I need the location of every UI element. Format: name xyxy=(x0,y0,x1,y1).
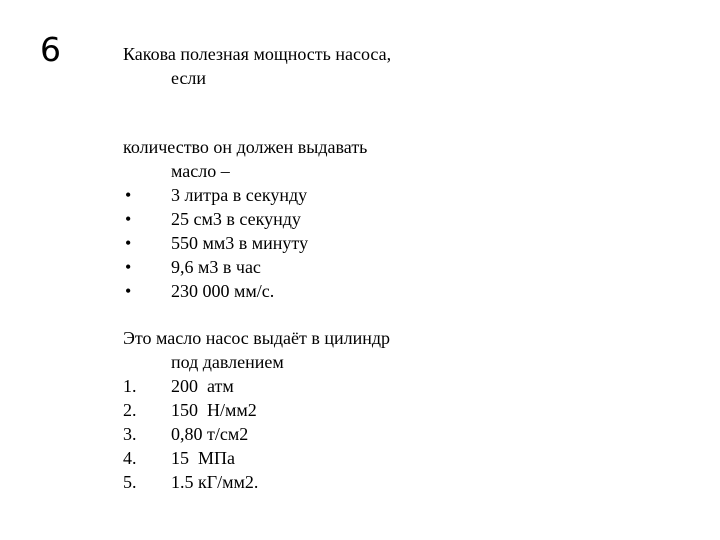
question-line-2: если xyxy=(171,67,207,88)
pressure-line-1: Это масло насос выдаёт в цилиндр xyxy=(123,328,391,348)
number-marker: 2. xyxy=(123,400,137,420)
oil-flow-option: 3 литра в секунду xyxy=(171,185,308,205)
pressure-line-2: под давлением xyxy=(171,351,284,372)
spacer xyxy=(123,303,563,327)
list-item xyxy=(123,470,563,494)
pressure-option: 1.5 кГ/мм2. xyxy=(171,472,259,492)
list-item xyxy=(123,231,563,255)
bullet-marker: • xyxy=(125,281,132,301)
oil-flow-options xyxy=(123,183,563,303)
list-item xyxy=(123,279,563,303)
oil-flow-text xyxy=(123,136,563,183)
bullet-marker: • xyxy=(125,185,132,205)
oil-flow-line-2: масло – xyxy=(171,160,230,181)
list-item xyxy=(123,374,563,398)
list-item xyxy=(123,207,563,231)
list-item xyxy=(123,398,563,422)
list-item xyxy=(123,255,563,279)
pressure-option: 0,80 т/см2 xyxy=(171,424,249,444)
number-marker: 1. xyxy=(123,376,137,396)
pressure-option: 200 атм xyxy=(171,376,234,396)
bullet-marker: • xyxy=(125,257,132,277)
number-marker: 5. xyxy=(123,472,137,492)
pressure-option: 150 Н/мм2 xyxy=(171,400,257,420)
bullet-marker: • xyxy=(125,209,132,229)
pressure-text xyxy=(123,327,563,374)
list-item xyxy=(123,183,563,207)
oil-flow-line-1: количество он должен выдавать xyxy=(123,137,368,157)
oil-flow-option: 9,6 м3 в час xyxy=(171,257,261,277)
number-marker: 3. xyxy=(123,424,137,444)
slide-number: 6 xyxy=(40,30,61,69)
slide-content xyxy=(123,43,563,494)
question-line-1: Какова полезная мощность насоса, xyxy=(123,44,392,64)
list-item xyxy=(123,422,563,446)
oil-flow-option: 25 см3 в секунду xyxy=(171,209,301,229)
list-item xyxy=(123,446,563,470)
question-text xyxy=(123,43,563,90)
oil-flow-option: 230 000 мм/с. xyxy=(171,281,275,301)
pressure-option: 15 МПа xyxy=(171,448,235,468)
spacer xyxy=(123,90,563,136)
number-marker: 4. xyxy=(123,448,137,468)
oil-flow-option: 550 мм3 в минуту xyxy=(171,233,309,253)
pressure-options xyxy=(123,374,563,494)
bullet-marker: • xyxy=(125,233,132,253)
